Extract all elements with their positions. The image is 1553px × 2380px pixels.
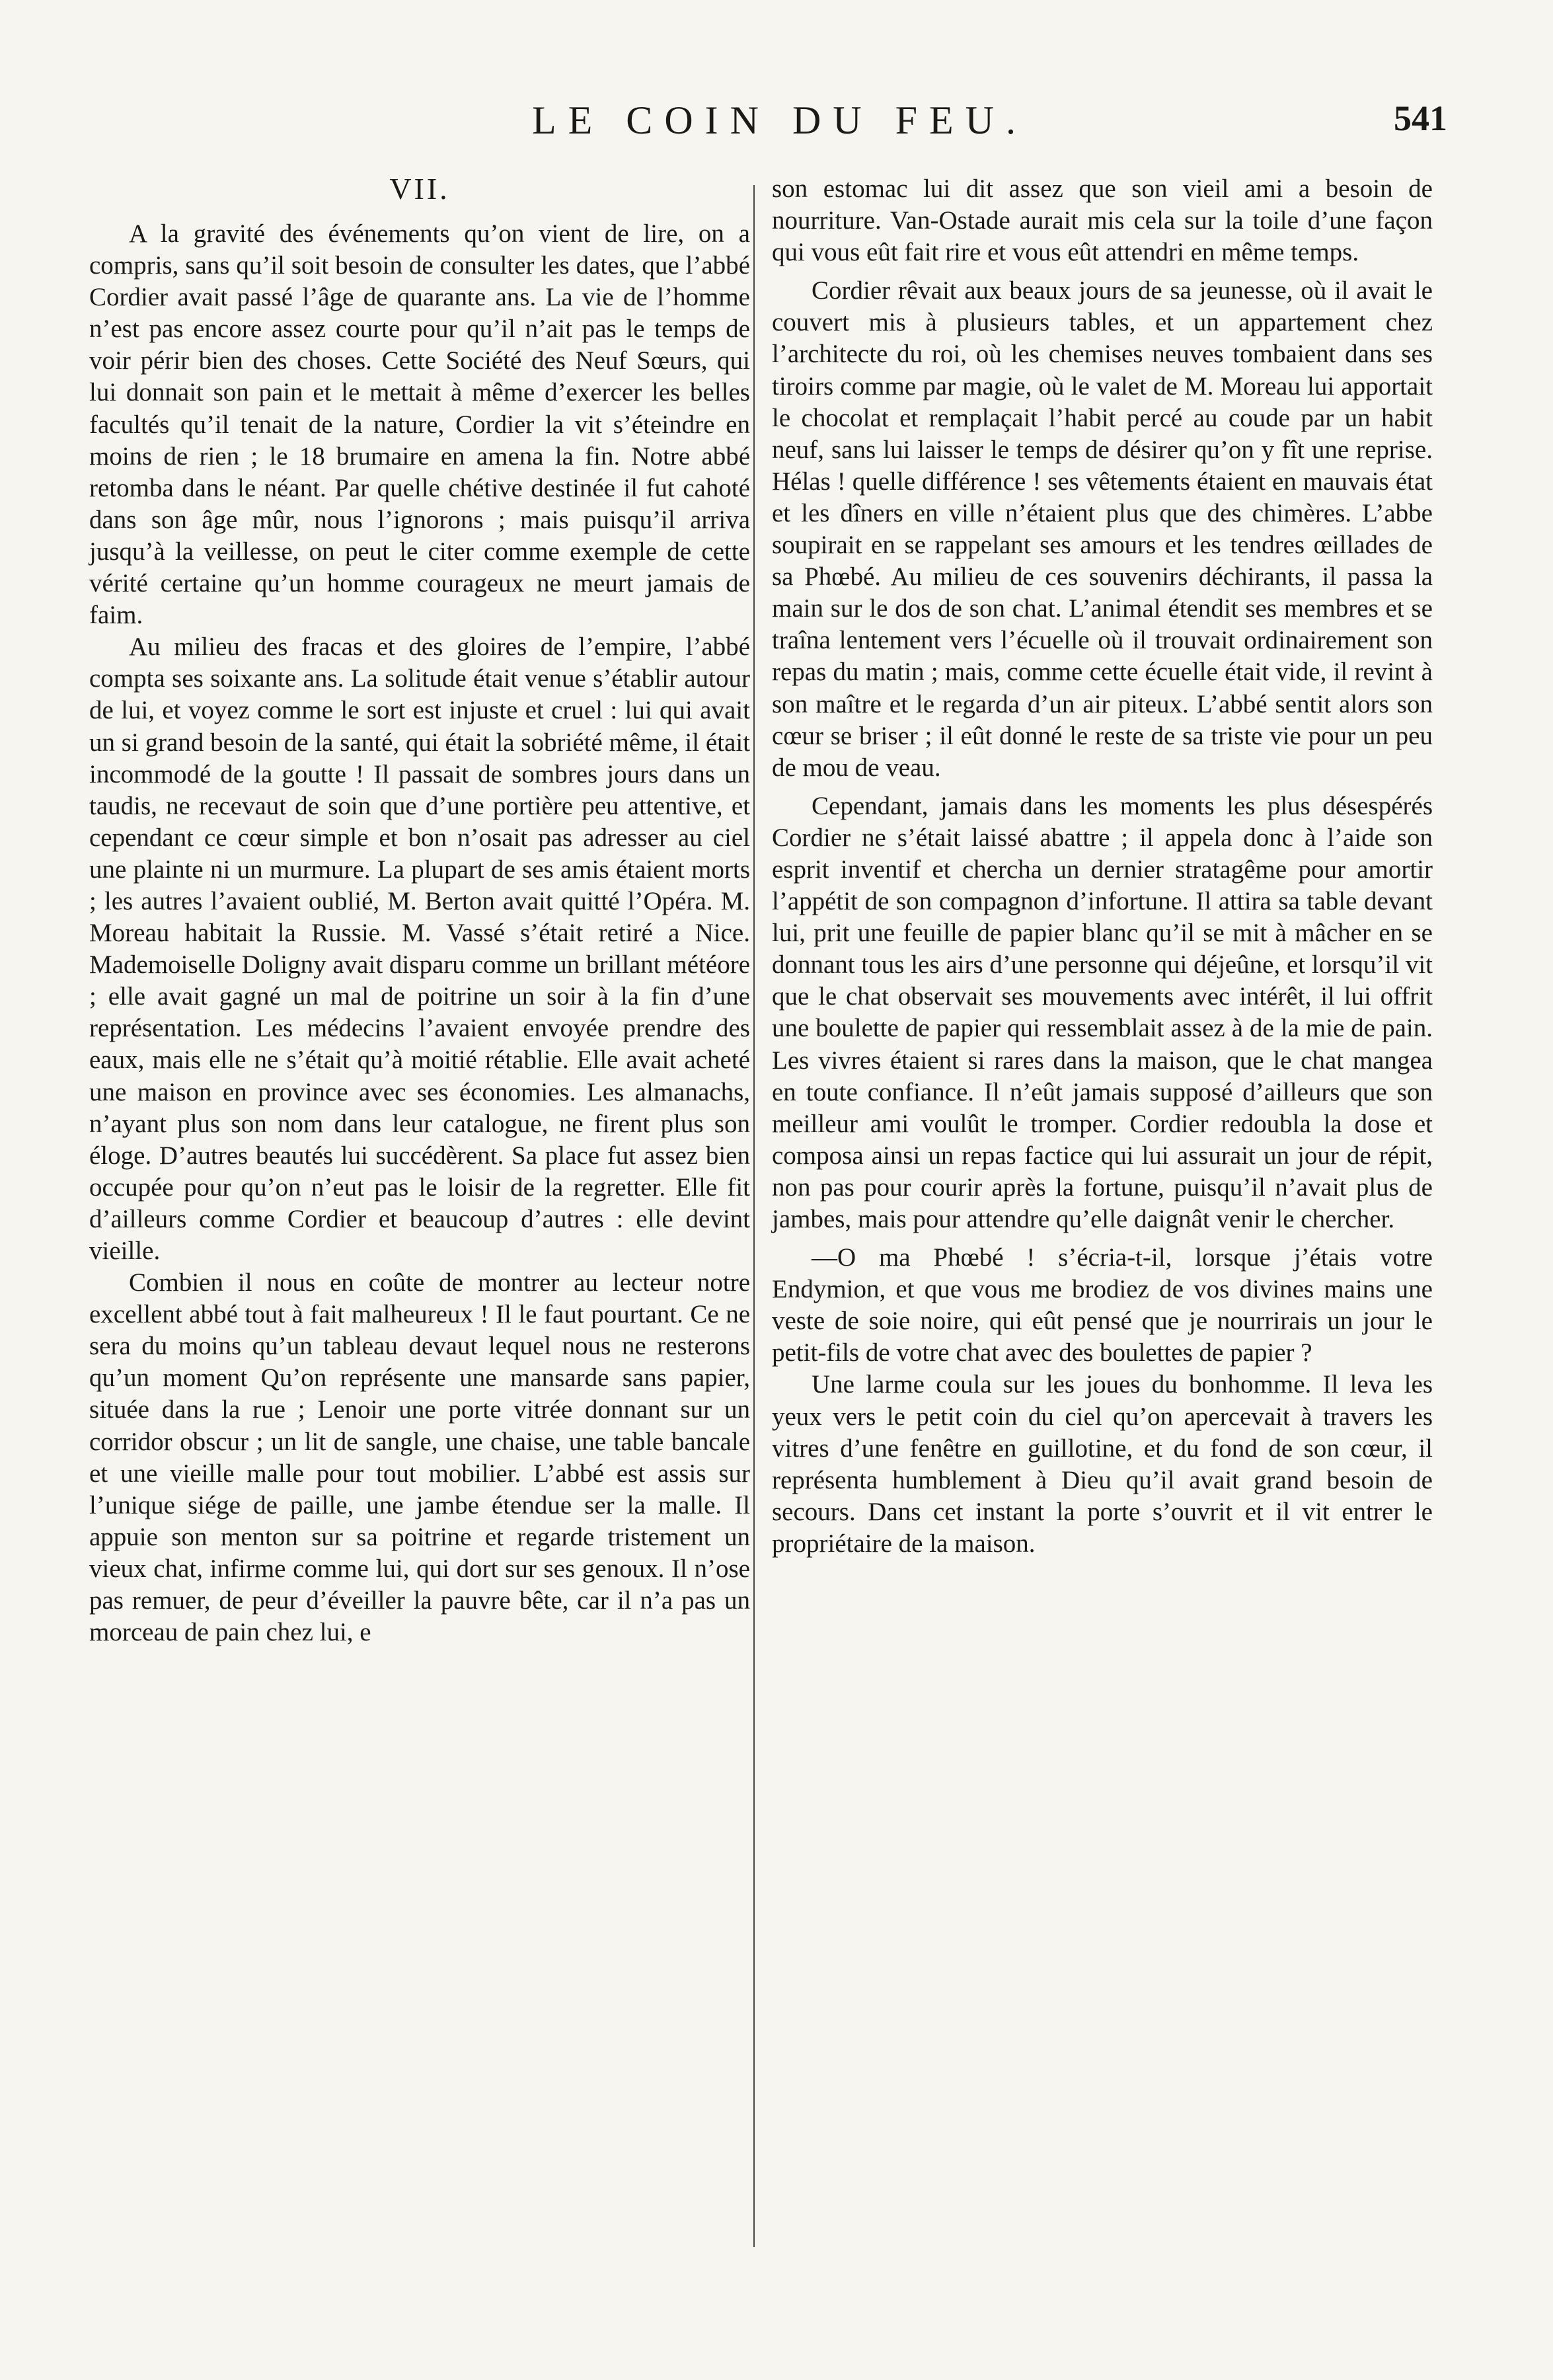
paragraph: A la gravité des événements qu’on vient de lire, on a compris, sans qu’il soit besoin de consulter les dates, que l’abbé Cordier avait passé l’âge de quarante ans. La vie de l’homme n’est pas encore assez courte pour qu’il n’ait pas le temps de voir périr bien des choses. Cette Société des Neuf Sœurs, qui lui donnait son pain et le mettait à même d’exercer les belles facultés qu’il tenait de la nature, Cordier la vit s’éteindre en moins de rien ; le 18 brumaire en amena la fin. Notre abbé retomba dans le néant. Par quelle chétive destinée il fut cahoté dans son âge mûr, nous l’ignorons ; mais puisqu’il arriva jusqu’à la veillesse, on peut le citer comme exemple de cette vérité certaine qu’un homme courageux ne meurt jamais de faim. — [89, 219, 750, 630]
paragraph: —O ma Phœbé ! s’écria-t-il, lorsque j’étais votre Endymion, et que vous me brodiez de vos divines mains une veste de soie noire, qui eût pensé que je nourrirais un jour le petit-fils de votre chat avec des boulettes de papier ? — [772, 1243, 1433, 1367]
section-number: VII. — [389, 172, 450, 206]
paragraph: Au milieu des fracas et des gloires de l’empire, l’abbé compta ses soixante ans. La solitude était venue s’établir autour de lui, et voyez comme le sort est injuste et cruel : lui qui avait un si grand besoin de la santé, qui était la sobriété même, il était incommodé de la goutte ! Il passait de sombres jours dans un taudis, ne recevaut de soin que d’une portière peu attentive, et cependant ce cœur simple et bon n’osait pas adresser au ciel une plainte ni un murmure. La plupart de ses amis étaient morts ; les autres l’avaient oublié, M. Berton avait quitté l’Opéra. M. Moreau habitait la Russie. M. Vassé s’était retiré a Nice. Mademoiselle Doligny avait disparu comme un brillant météore ; elle avait gagné un mal de poitrine un soir à la fin d’une représentation. Les médecins l’avaient envoyée prendre des eaux, mais elle ne s’était qu’à moitié rétablie. Elle avait acheté une maison en province avec ses économies. Les almanachs, n’ayant plus son nom dans leur catalogue, ne firent plus son éloge. D’autres beautés lui succédèrent. Sa place fut assez bien occupée pour qu’on n’eut pas le loisir de la regretter. Elle fit d’ailleurs comme Cordier et beaucoup d’autres : elle devint vieille. — [89, 633, 750, 1265]
paragraph: Cordier rêvait aux beaux jours de sa jeunesse, où il avait le couvert mis à plusieurs tables, et un appartement chez l’architecte du roi, où les chemises neuves tombaient dans ses tiroirs comme par magie, où le valet de M. Moreau lui apportait le chocolat et remplaçait l’habit percé au coude par un habit neuf, sans lui laisser le temps de désirer qu’on y fît une reprise. Hélas ! quelle différence ! ses vêtements étaient en mauvais état et les dîners en ville n’étaient plus que des chimères. L’abbe soupirait en se rappelant ses amours et les tendres œillades de sa Phœbé. Au milieu de ces souvenirs déchirants, il passa la main sur le dos de son chat. L’animal étendit ses membres et se traîna lentement vers l’écuelle où il trouvait ordinairement son repas du matin ; mais, comme cette écuelle était vide, il revint à son maître et le regarda d’un air piteux. L’abbé sentit alors son cœur se briser ; il eût donné le reste de sa triste vie pour un peu de mou de veau. — [772, 276, 1433, 782]
paragraph: Cependant, jamais dans les moments les plus désespérés Cordier ne s’était laissé abattre ; il appela donc à l’aide son esprit inventif et chercha un dernier stratagême pour amortir l’appétit de son compagnon d’infortune. Il attira sa table devant lui, prit une feuille de papier blanc qu’il se mit à mâcher en se donnant tous les airs d’une personne qui déjeûne, et lorsqu’il vit que le chat observait ses mouvements avec intérêt, il lui offrit une boulette de papier qui ressemblait assez à de la mie de pain. Les vivres étaient si rares dans la maison, que le chat mangea en toute confiance. Il n’eût jamais supposé d’ailleurs que son meilleur ami voulût le tromper. Cordier redoubla la dose et composa ainsi un repas factice qui lui assurait un jour de répit, non pas pour courir après la fortune, puisqu’il n’avait plus de jambes, mais pour attendre qu’elle daignât venir le chercher. — [772, 791, 1433, 1233]
paragraph: son estomac lui dit assez que son vieil ami a besoin de nourriture. Van-Ostade aurait mis cela sur la toile d’une façon qui vous eût fait rire et vous eût attendri en même temps. — [772, 174, 1433, 267]
running-title: LE COIN DU FEU. — [532, 98, 1028, 142]
column-divider — [753, 185, 755, 2247]
page-number: 541 — [1394, 98, 1447, 138]
left-column — [89, 173, 750, 1648]
paragraph: Combien il nous en coûte de montrer au lecteur notre excellent abbé tout à fait malheureux ! Il le faut pourtant. Ce ne sera du moins qu’un tableau devaut lequel nous ne resterons qu’un moment Qu’on représente une mansarde sans papier, située dans la rue ; Lenoir une porte vitrée donnant sur un corridor obscur ; un lit de sangle, une chaise, une table bancale et une vieille malle pour tout mobilier. L’abbé est assis sur l’unique siége de paille, une jambe étendue ser la malle. Il appuie son menton sur sa poitrine et regarde tristement un vieux chat, infirme comme lui, qui dort sur ses genoux. Il n’ose pas remuer, de peur d’éveiller la pauvre bête, car il n’a pas un morceau de pain chez lui, e — [89, 1268, 750, 1647]
right-column — [772, 173, 1433, 1560]
page-header — [93, 98, 1467, 151]
paragraph: Une larme coula sur les joues du bonhomme. Il leva les yeux vers le petit coin du ciel qu’on apercevait à travers les vitres d’une fenêtre en guillotine, et du fond de son cœur, il représenta humblement à Dieu qu’il avait grand besoin de secours. Dans cet instant la porte s’ouvrit et il vit entrer le propriétaire de la maison. — [772, 1370, 1433, 1558]
